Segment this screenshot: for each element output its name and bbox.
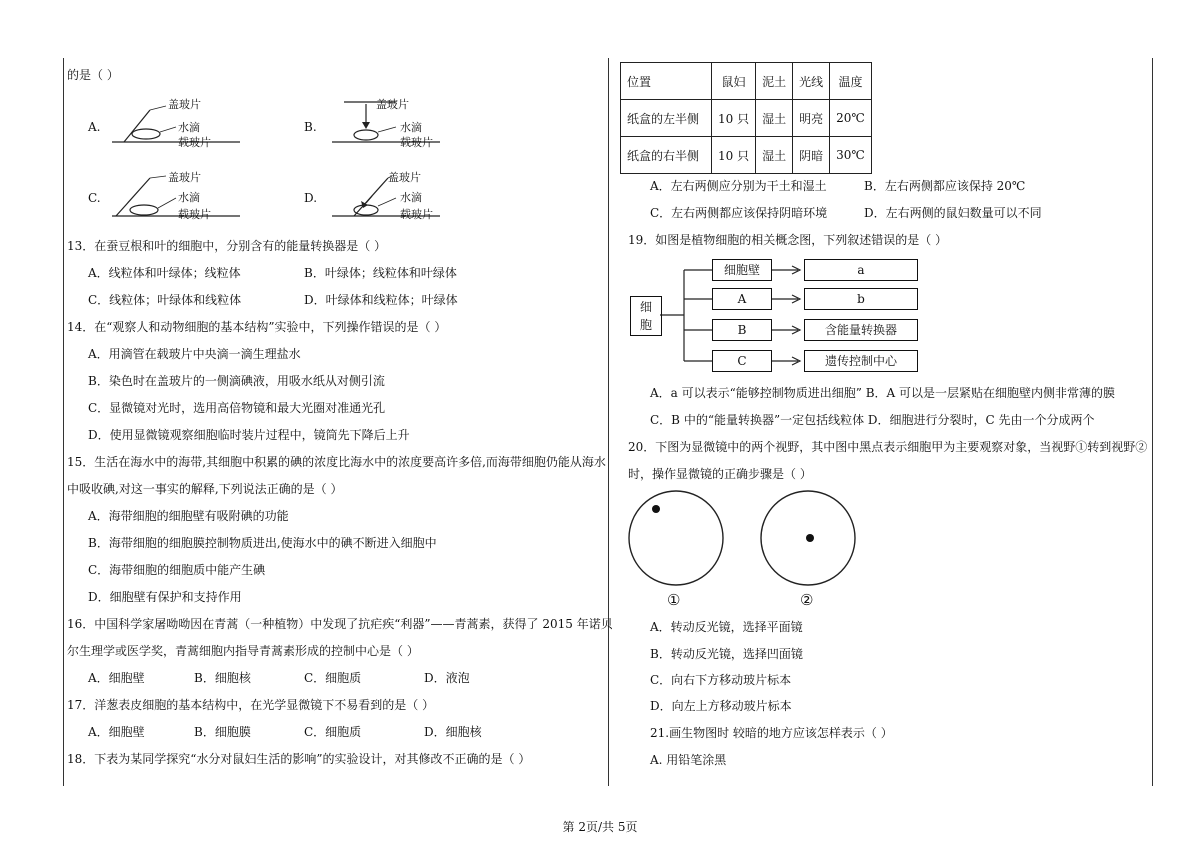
q18-experiment-table — [620, 62, 872, 174]
q13-stem: 13．在蚕豆根和叶的细胞中，分别含有的能量转换器是（ ） — [67, 239, 387, 253]
q20-view2-label: ② — [800, 591, 814, 609]
q12-option-c-cover-label: 盖玻片 — [168, 171, 201, 184]
table-cell: 10 只 — [712, 100, 756, 137]
q19-root-box — [630, 296, 662, 336]
q19-left-box-c: C — [712, 350, 772, 372]
table-cell: 阴暗 — [793, 137, 830, 174]
q20-option-d: D．向左上方移动玻片标本 — [650, 699, 792, 713]
q19-right-box-energy: 含能量转换器 — [804, 319, 918, 341]
q12-option-d-cover-label: 盖玻片 — [388, 171, 421, 184]
q20-option-a: A．转动反光镜，选择平面镜 — [650, 620, 803, 634]
q17-stem: 17．洋葱表皮细胞的基本结构中，在光学显微镜下不易看到的是（ ） — [67, 698, 435, 712]
q18-option-d: D．左右两侧的鼠妇数量可以不同 — [864, 206, 1042, 220]
table-header-cell: 位置 — [621, 63, 712, 100]
q15-option-b: B．海带细胞的细胞膜控制物质进出,使海水中的碘不断进入细胞中 — [88, 536, 437, 550]
table-cell: 10 只 — [712, 137, 756, 174]
q19-left-box-cell-wall: 细胞壁 — [712, 259, 772, 281]
table-header-row — [621, 63, 872, 100]
q12-tail: 的是（ ） — [67, 68, 119, 82]
q16-option-a: A．细胞壁 — [88, 671, 145, 685]
q15-stem-line1: 15．生活在海水中的海带,其细胞中积累的碘的浓度比海水中的浓度要高许多倍,而海带细胞仍能从海水 — [67, 455, 606, 469]
q13-option-c: C．线粒体；叶绿体和线粒体 — [88, 293, 242, 307]
q12-option-b-letter: B. — [304, 120, 317, 134]
table-row — [621, 137, 872, 174]
q20-view1-label: ① — [667, 591, 681, 609]
page-number-footer: 第 2页/共 5页 — [562, 820, 638, 834]
q12-option-c-letter: C. — [88, 191, 101, 205]
q16-option-d: D．液泡 — [424, 671, 470, 685]
q13-option-b: B．叶绿体；线粒体和叶绿体 — [304, 266, 457, 280]
q18-option-b: B．左右两侧都应该保持 20℃ — [864, 179, 1026, 193]
q12-option-c-slide-label: 载玻片 — [178, 208, 211, 221]
q18-option-c: C．左右两侧都应该保持阴暗环境 — [650, 206, 828, 220]
table-header-cell: 温度 — [830, 63, 872, 100]
q17-option-b: B．细胞膜 — [194, 725, 251, 739]
table-cell: 湿土 — [756, 100, 793, 137]
q12-option-d-letter: D. — [304, 191, 318, 205]
q15-option-a: A．海带细胞的细胞壁有吸附碘的功能 — [88, 509, 289, 523]
q16-stem-line2: 尔生理学或医学奖，青蒿细胞内指导青蒿素形成的控制中心是（ ） — [67, 644, 419, 658]
q17-option-a: A．细胞壁 — [88, 725, 145, 739]
table-row — [621, 100, 872, 137]
table-cell: 30℃ — [830, 137, 872, 174]
q19-right-box-b: b — [804, 288, 918, 310]
q18-option-a: A．左右两侧应分别为干土和湿土 — [650, 179, 827, 193]
q19-options-ab: A．a 可以表示“能够控制物质进出细胞” B．A 可以是一层紧贴在细胞壁内侧非常薄的膜 — [650, 386, 1116, 400]
q21-stem: 21.画生物图时 较暗的地方应该怎样表示（ ） — [650, 726, 893, 740]
q17-option-c: C．细胞质 — [304, 725, 362, 739]
q18-stem: 18．下表为某同学探究“水分对鼠妇生活的影响”的实验设计，对其修改不正确的是（ ） — [67, 752, 531, 766]
q21-option-a: A. 用铅笔涂黑 — [650, 753, 727, 767]
q20-option-c: C．向右下方移动玻片标本 — [650, 673, 792, 687]
center-divider-line — [608, 58, 609, 786]
q15-option-d: D．细胞壁有保护和支持作用 — [88, 590, 242, 604]
table-cell: 明亮 — [793, 100, 830, 137]
q19-root-label: 细胞 — [639, 300, 652, 332]
q19-options-cd: C．B 中的“能量转换器”一定包括线粒体 D．细胞进行分裂时，C 先由一个分成两个 — [650, 413, 1095, 427]
q12-option-b-slide-label: 载玻片 — [400, 136, 433, 149]
q20-microscope-views — [620, 488, 880, 588]
table-cell: 20℃ — [830, 100, 872, 137]
q12-option-b-water-label: 水滴 — [400, 121, 422, 134]
q14-option-c: C．显微镜对光时，选用高倍物镜和最大光圈对准通光孔 — [88, 401, 386, 415]
q12-option-a-slide-label: 载玻片 — [178, 136, 211, 149]
left-border-line — [63, 58, 64, 786]
q14-option-b: B．染色时在盖玻片的一侧滴碘液，用吸水纸从对侧引流 — [88, 374, 385, 388]
q17-option-d: D．细胞核 — [424, 725, 482, 739]
q20-option-b: B．转动反光镜，选择凹面镜 — [650, 647, 803, 661]
q15-stem-line2: 中吸收碘,对这一事实的解释,下列说法正确的是（ ） — [67, 482, 343, 496]
q14-option-d: D．使用显微镜观察细胞临时装片过程中，镜筒先下降后上升 — [88, 428, 410, 442]
q13-option-d: D．叶绿体和线粒体；叶绿体 — [304, 293, 458, 307]
q20-stem-line2: 时，操作显微镜的正确步骤是（ ） — [628, 467, 812, 481]
q19-left-box-a: A — [712, 288, 772, 310]
q19-right-box-genetic: 遗传控制中心 — [804, 350, 918, 372]
table-header-cell: 泥土 — [756, 63, 793, 100]
q14-option-a: A．用滴管在载玻片中央滴一滴生理盐水 — [88, 347, 301, 361]
q12-option-c-water-label: 水滴 — [178, 191, 200, 204]
table-header-cell: 鼠妇 — [712, 63, 756, 100]
q16-option-b: B．细胞核 — [194, 671, 251, 685]
q12-option-a-water-label: 水滴 — [178, 121, 200, 134]
q13-option-a: A．线粒体和叶绿体；线粒体 — [88, 266, 241, 280]
q16-stem-line1: 16．中国科学家屠呦呦因在青蒿（一种植物）中发现了抗疟疾“利器”——青蒿素，获得了 2015 年诺贝 — [67, 617, 613, 631]
q15-option-c: C．海带细胞的细胞质中能产生碘 — [88, 563, 266, 577]
q19-stem: 19．如图是植物细胞的相关概念图，下列叙述错误的是（ ） — [628, 233, 948, 247]
q19-left-box-b: B — [712, 319, 772, 341]
q16-option-c: C．细胞质 — [304, 671, 362, 685]
q20-stem-line1: 20．下图为显微镜中的两个视野，其中图中黑点表示细胞甲为主要观察对象，当视野①转到视野② — [628, 440, 1148, 454]
table-cell: 纸盒的左半侧 — [621, 100, 712, 137]
q12-option-a-cover-label: 盖玻片 — [168, 98, 201, 111]
table-cell: 纸盒的右半侧 — [621, 137, 712, 174]
q19-right-box-a: a — [804, 259, 918, 281]
q12-option-b-cover-label: 盖玻片 — [376, 98, 409, 111]
table-header-cell: 光线 — [793, 63, 830, 100]
q12-option-d-slide-label: 载玻片 — [400, 208, 433, 221]
right-border-line — [1152, 58, 1153, 786]
q12-option-d-water-label: 水滴 — [400, 191, 422, 204]
q14-stem: 14．在“观察人和动物细胞的基本结构”实验中，下列操作错误的是（ ） — [67, 320, 447, 334]
table-cell: 湿土 — [756, 137, 793, 174]
q12-option-a-letter: A. — [88, 120, 101, 134]
